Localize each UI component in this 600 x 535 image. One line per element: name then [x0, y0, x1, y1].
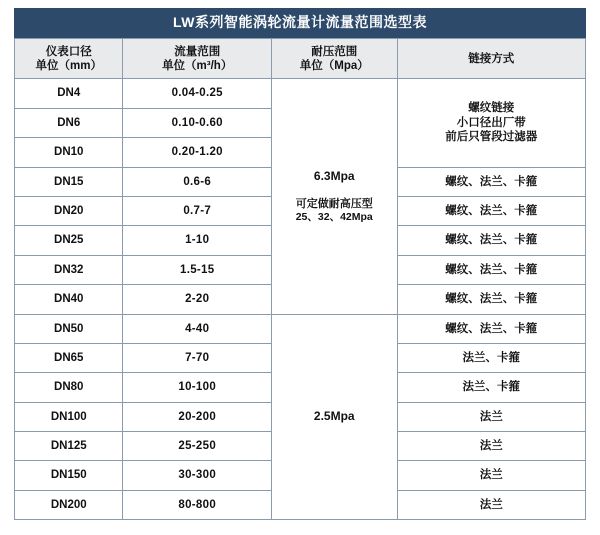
header-cell-pressure-range: 耐压范围 单位（Mpa）	[271, 39, 397, 79]
cell-diameter: DN32	[15, 255, 123, 284]
header-cell-diameter: 仪表口径 单位（mm）	[15, 39, 123, 79]
page-title: LW系列智能涡轮流量计流量范围选型表	[14, 8, 586, 38]
table-row	[15, 79, 586, 108]
cell-diameter: DN6	[15, 108, 123, 137]
cell-pressure-high: 6.3Mpa 可定做耐高压型 25、32、42Mpa	[271, 79, 397, 314]
cell-diameter: DN100	[15, 402, 123, 431]
cell-diameter: DN25	[15, 226, 123, 255]
cell-connection: 法兰	[397, 490, 585, 519]
cell-connection: 法兰	[397, 402, 585, 431]
cell-flow-range: 25-250	[123, 432, 271, 461]
cell-flow-range: 0.20-1.20	[123, 138, 271, 167]
specification-table	[14, 38, 586, 520]
header-cell-connection: 链接方式	[397, 39, 585, 79]
cell-flow-range: 0.6-6	[123, 167, 271, 196]
table-body	[15, 79, 586, 520]
cell-flow-range: 4-40	[123, 314, 271, 343]
header-row	[15, 39, 586, 79]
cell-diameter: DN4	[15, 79, 123, 108]
cell-diameter: DN40	[15, 285, 123, 314]
cell-flow-range: 30-300	[123, 461, 271, 490]
cell-flow-range: 80-800	[123, 490, 271, 519]
cell-connection-special: 螺纹链接 小口径出厂带 前后只管段过滤器	[397, 79, 585, 167]
cell-flow-range: 10-100	[123, 373, 271, 402]
table-header	[15, 39, 586, 79]
cell-diameter: DN150	[15, 461, 123, 490]
cell-diameter: DN20	[15, 196, 123, 225]
cell-connection: 螺纹、法兰、卡箍	[397, 226, 585, 255]
cell-pressure-low: 2.5Mpa	[271, 314, 397, 520]
cell-diameter: DN50	[15, 314, 123, 343]
cell-connection: 螺纹、法兰、卡箍	[397, 285, 585, 314]
cell-diameter: DN200	[15, 490, 123, 519]
cell-flow-range: 7-70	[123, 343, 271, 372]
cell-connection: 法兰、卡箍	[397, 343, 585, 372]
cell-connection: 螺纹、法兰、卡箍	[397, 255, 585, 284]
cell-connection: 法兰	[397, 432, 585, 461]
cell-connection: 螺纹、法兰、卡箍	[397, 167, 585, 196]
cell-diameter: DN65	[15, 343, 123, 372]
cell-flow-range: 2-20	[123, 285, 271, 314]
cell-flow-range: 20-200	[123, 402, 271, 431]
cell-diameter: DN15	[15, 167, 123, 196]
cell-connection: 法兰	[397, 461, 585, 490]
cell-connection: 法兰、卡箍	[397, 373, 585, 402]
cell-flow-range: 0.04-0.25	[123, 79, 271, 108]
cell-flow-range: 1.5-15	[123, 255, 271, 284]
cell-diameter: DN80	[15, 373, 123, 402]
cell-connection: 螺纹、法兰、卡箍	[397, 314, 585, 343]
cell-diameter: DN10	[15, 138, 123, 167]
cell-flow-range: 0.10-0.60	[123, 108, 271, 137]
cell-diameter: DN125	[15, 432, 123, 461]
table-row	[15, 314, 586, 343]
cell-flow-range: 1-10	[123, 226, 271, 255]
cell-connection: 螺纹、法兰、卡箍	[397, 196, 585, 225]
header-cell-flow-range: 流量范围 单位（m³/h）	[123, 39, 271, 79]
cell-flow-range: 0.7-7	[123, 196, 271, 225]
